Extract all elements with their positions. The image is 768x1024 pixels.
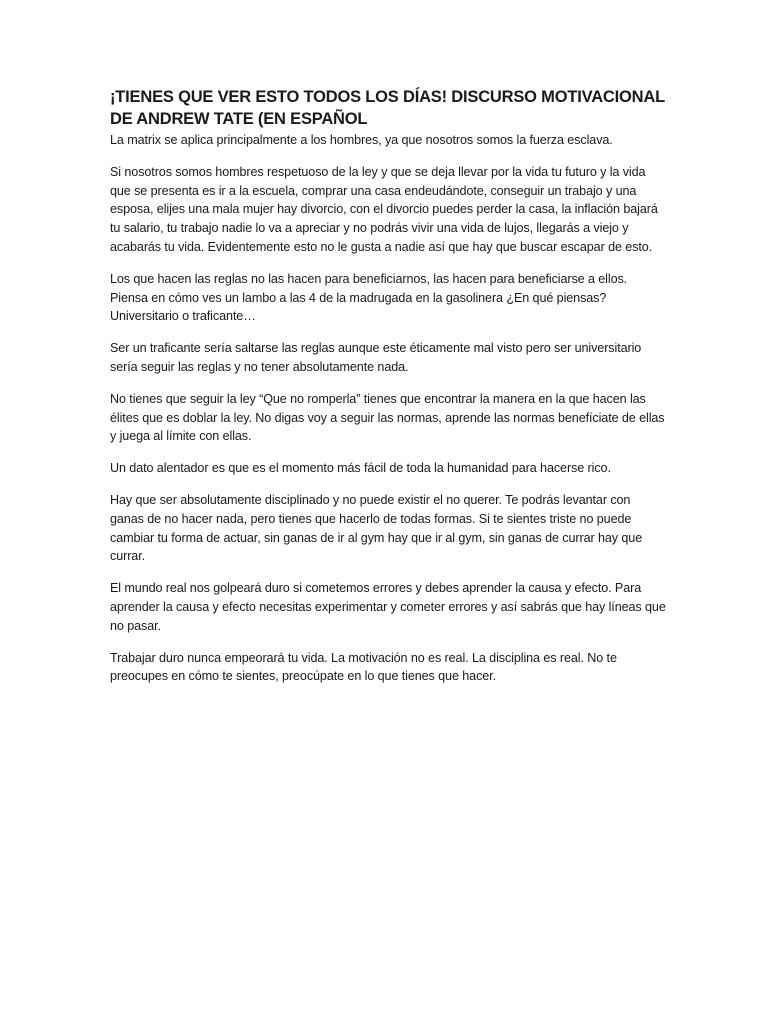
document-content: [110, 86, 666, 699]
paragraph: Un dato alentador es que es el momento más fácil de toda la humanidad para hacerse rico.: [110, 461, 611, 476]
paragraph: Hay que ser absolutamente disciplinado y no puede existir el no querer. Te podrás levantar con ganas de no hacer nada, pero tienes que hacerlo de todas formas. Si te sientes triste no puede cambiar tu forma de actuar, sin ganas de ir al gym hay que ir al gym, sin ganas de currar hay que currar.: [110, 492, 643, 564]
document-body: [110, 131, 666, 686]
paragraph: Si nosotros somos hombres respetuoso de la ley y que se deja llevar por la vida tu futuro y la vida que se presenta es ir a la escuela, comprar una casa endeudándote, conseguir un trabajo y una esposa, elijes una mala mujer hay divorcio, con el divorcio puedes perder la casa, la inflación bajará tu salario, tu trabajo nadie lo va a apreciar y no podrás vivir una vida de lujos, llegarás a viejo y acabarás tu vida. Evidentemente esto no le gusta a nadie así que hay que buscar escapar de esto.: [110, 164, 658, 254]
paragraph: El mundo real nos golpeará duro si cometemos errores y debes aprender la causa y efecto. Para aprender la causa y efecto necesitas experimentar y cometer errores y así sabrás que hay líneas que no pasar.: [110, 581, 666, 633]
document-title: ¡TIENES QUE VER ESTO TODOS LOS DÍAS! DISCURSO MOTIVACIONAL DE ANDREW TATE (EN ESPAÑOL: [110, 88, 665, 128]
paragraph: Trabajar duro nunca empeorará tu vida. La motivación no es real. La disciplina es real. No te preocupes en cómo te sientes, preocúpate en lo que tienes que hacer.: [110, 650, 617, 684]
paragraph: Los que hacen las reglas no las hacen para beneficiarnos, las hacen para beneficiarse a ellos. Piensa en cómo ves un lambo a las 4 de la madrugada en la gasolinera ¿En qué piensas? Universitario o traficante…: [110, 271, 628, 324]
paragraph: Ser un traficante sería saltarse las reglas aunque este éticamente mal visto pero ser universitario sería seguir las reglas y no tener absolutamente nada.: [110, 341, 642, 374]
paragraph: No tienes que seguir la ley “Que no romperla” tienes que encontrar la manera en la que hacen las élites que es doblar la ley. No digas voy a seguir las normas, aprende las normas benefíciate de ellas y juega al límite con ellas.: [110, 391, 665, 444]
paragraph: La matrix se aplica principalmente a los hombres, ya que nosotros somos la fuerza esclava.: [110, 133, 613, 147]
